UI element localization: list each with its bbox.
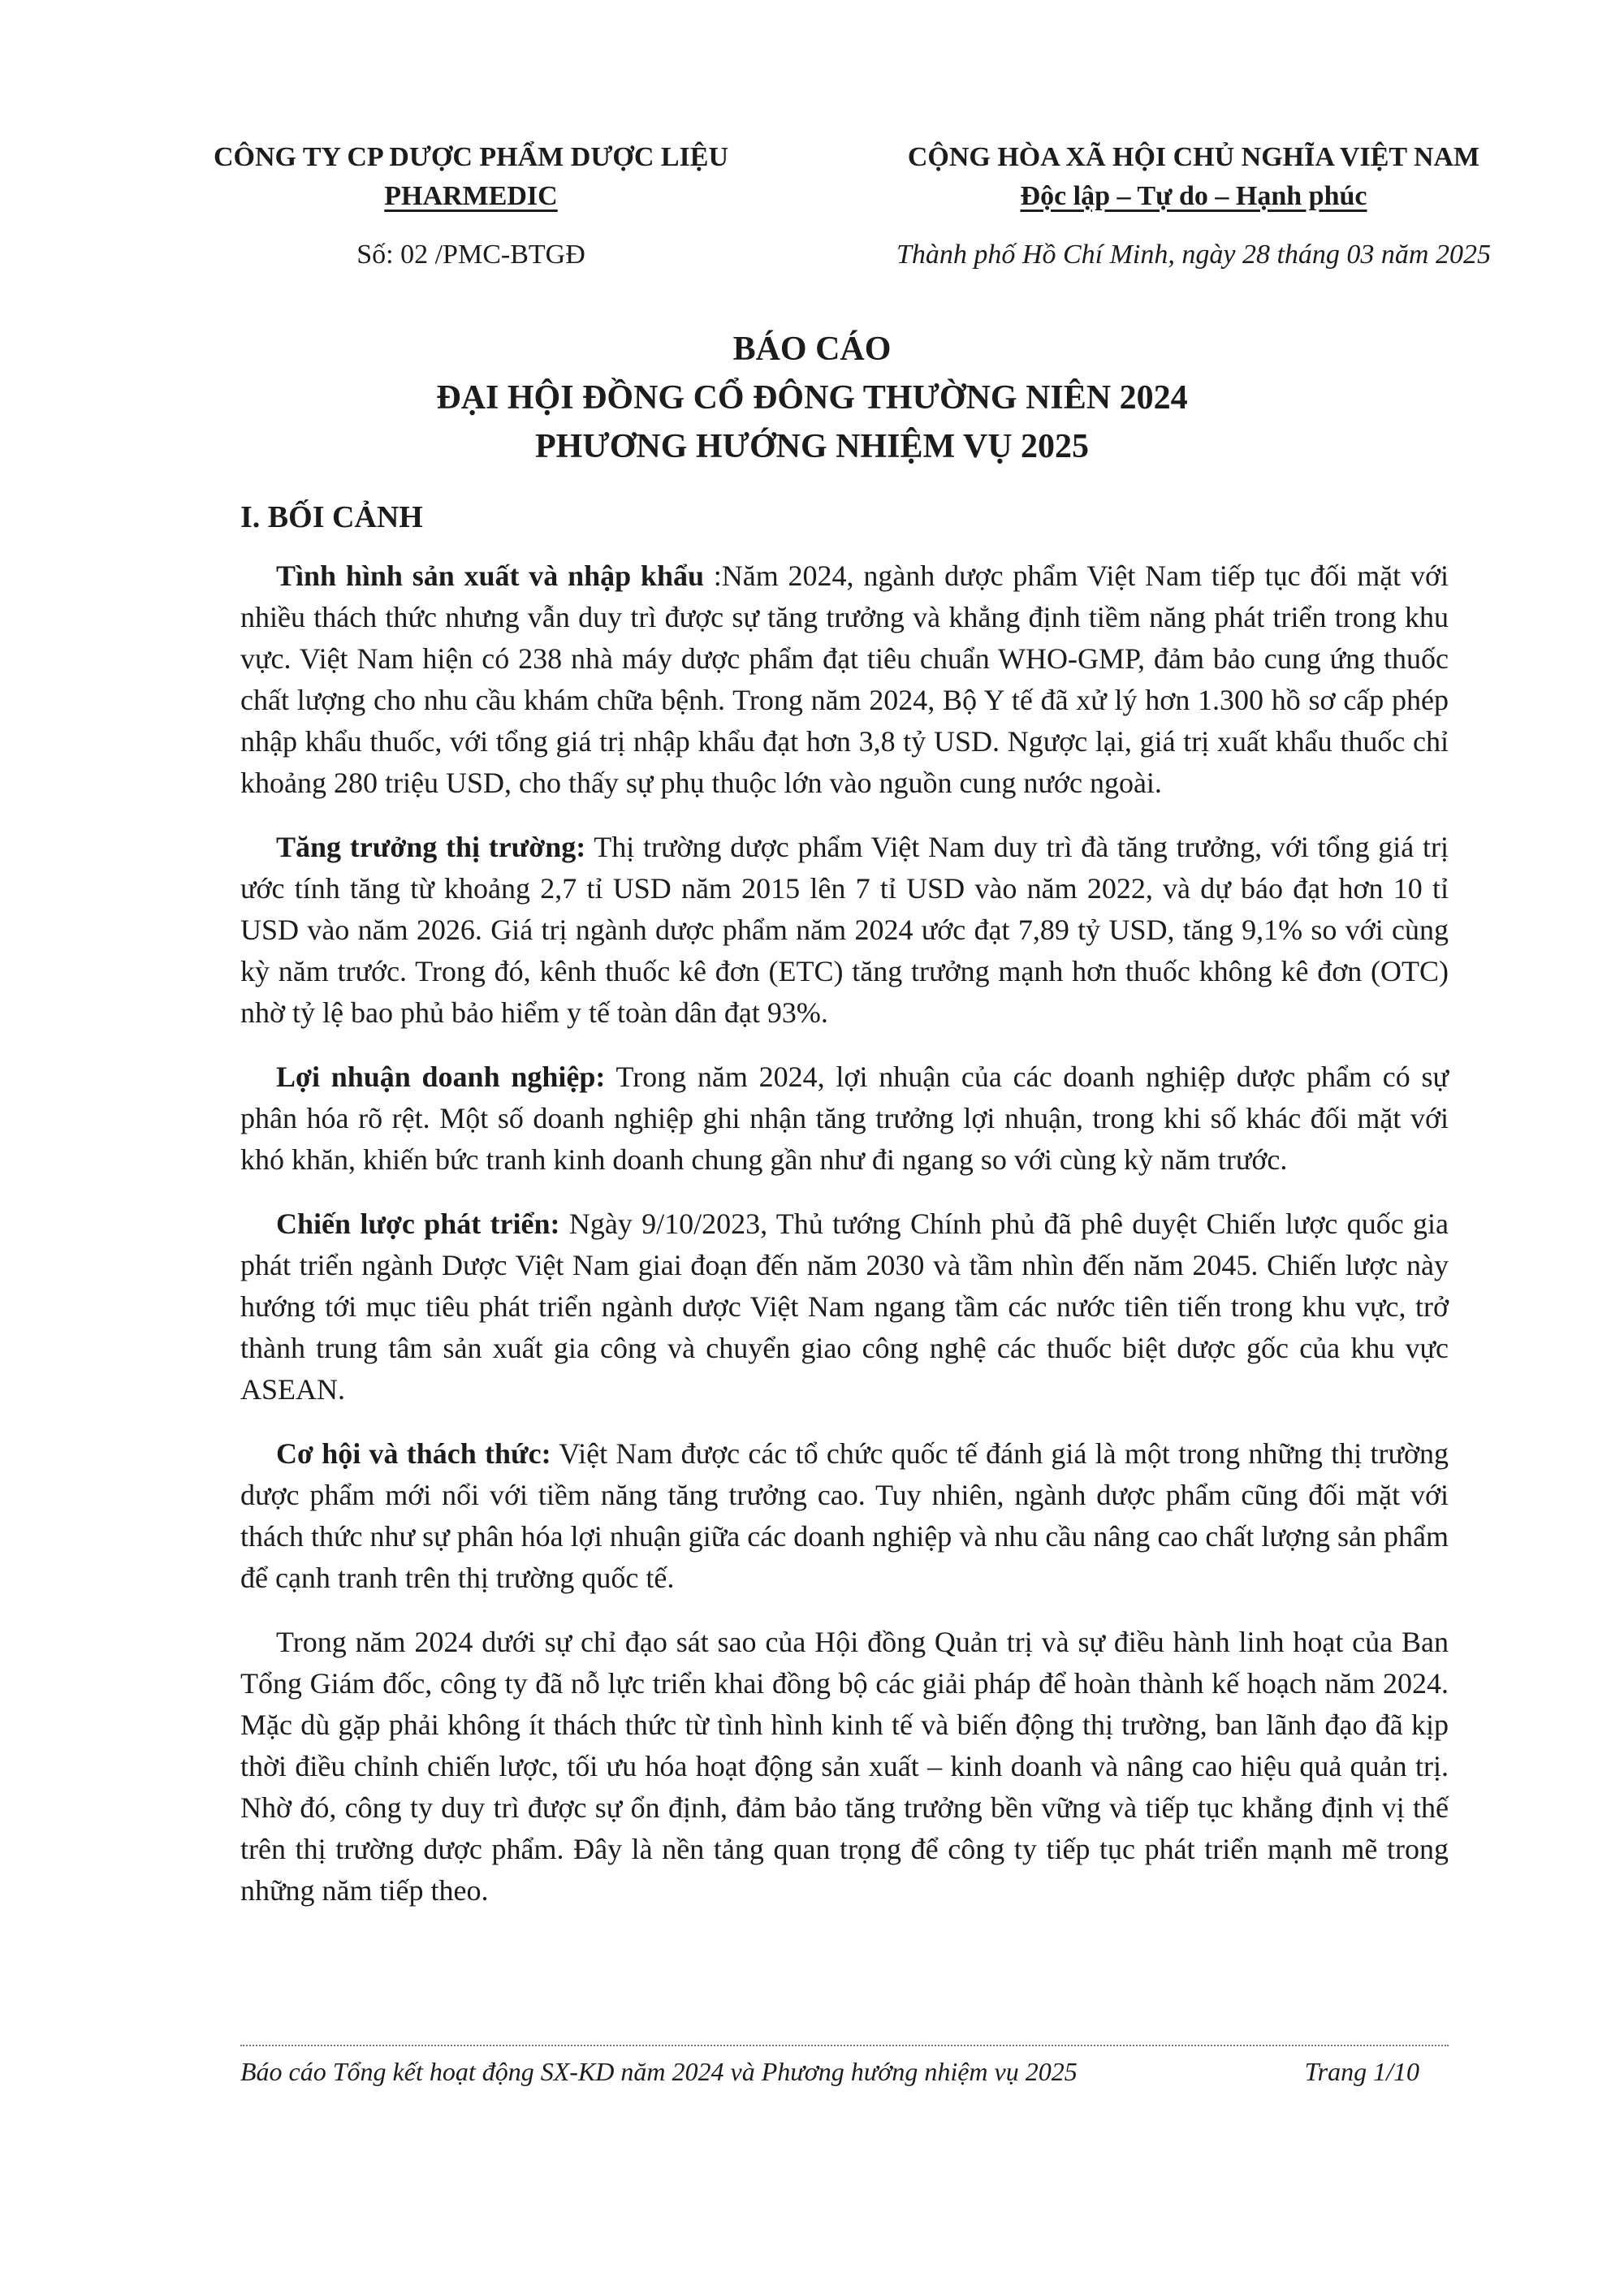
paragraph-lead: Tăng trưởng thị trường: (276, 831, 586, 863)
paragraph-text: Trong năm 2024 dưới sự chỉ đạo sát sao của Hội đồng Quản trị và sự điều hành linh hoạt của Ban Tổng Giám đốc, công ty đã nỗ lực triển khai đồng bộ các giải pháp để hoàn thành kế hoạch năm 2024. Mặc dù gặp phải không ít thách thức từ tình hình kinh tế và biến động thị trường, ban lãnh đạo đã kịp thời điều chỉnh chiến lược, tối ưu hóa hoạt động sản xuất – kinh doanh và nâng cao hiệu quả quản trị. Nhờ đó, công ty duy trì được sự ổn định, đảm bảo tăng trưởng bền vững và tiếp tục khẳng định vị thế trên thị trường dược phẩm. Đây là nền tảng quan trọng để công ty tiếp tục phát triển mạnh mẽ trong những năm tiếp theo. (240, 1626, 1449, 1907)
document-number: Số: 02 /PMC-BTGĐ (356, 240, 585, 270)
company-short-name: PHARMEDIC (384, 181, 558, 211)
paragraph-text: Ngày 9/10/2023, Thủ tướng Chính phủ đã phê duyệt Chiến lược quốc gia phát triển ngành Dược Việt Nam giai đoạn đến năm 2030 và tầm nhìn đến năm 2045. Chiến lược này hướng tới mục tiêu phát triển ngành dược Việt Nam ngang tầm các nước tiên tiến trong khu vực, trở thành trung tâm sản xuất gia công và chuyển giao công nghệ các thuốc biệt dược gốc của khu vực ASEAN. (240, 1207, 1449, 1406)
document-header (146, 138, 1491, 284)
page-number: Trang 1/10 (1304, 2057, 1419, 2086)
paragraph-opportunities-challenges (240, 1433, 1449, 1599)
paragraph-lead: Chiến lược phát triển: (276, 1207, 560, 1240)
paragraph-text: :Năm 2024, ngành dược phẩm Việt Nam tiếp tục đối mặt với nhiều thách thức nhưng vẫn duy trì được sự tăng trưởng và khẳng định tiềm năng phát triển trong khu vực. Việt Nam hiện có 238 nhà máy dược phẩm đạt tiêu chuẩn WHO-GMP, đảm bảo cung ứng thuốc chất lượng cho nhu cầu khám chữa bệnh. Trong năm 2024, Bộ Y tế đã xử lý hơn 1.300 hồ sơ cấp phép nhập khẩu thuốc, với tổng giá trị nhập khẩu đạt hơn 3,8 tỷ USD. Ngược lại, giá trị xuất khẩu thuốc chỉ khoảng 280 triệu USD, cho thấy sự phụ thuộc lớn vào nguồn cung nước ngoài. (240, 559, 1449, 799)
paragraph-lead: Cơ hội và thách thức: (276, 1437, 551, 1470)
paragraph-lead: Lợi nhuận doanh nghiệp: (276, 1061, 606, 1093)
title-line-3: PHƯƠNG HƯỚNG NHIỆM VỤ 2025 (534, 428, 1090, 465)
national-heading-block (788, 138, 1600, 274)
document-title (0, 325, 1624, 471)
nation-motto: Độc lập – Tự do – Hạnh phúc (1020, 181, 1367, 211)
company-name: CÔNG TY CP DƯỢC PHẨM DƯỢC LIỆU (213, 142, 729, 172)
paragraph-text: Trong năm 2024, lợi nhuận của các doanh nghiệp dược phẩm có sự phân hóa rõ rệt. Một số doanh nghiệp ghi nhận tăng trưởng lợi nhuận, trong khi số khác đối mặt với khó khăn, khiến bức tranh kinh doanh chung gần như đi ngang so với cùng kỳ năm trước. (240, 1061, 1449, 1176)
nation-name: CỘNG HÒA XÃ HỘI CHỦ NGHĨA VIỆT NAM (907, 142, 1480, 172)
paragraph-development-strategy (240, 1203, 1449, 1411)
footer-report-title: Báo cáo Tổng kết hoạt động SX-KD năm 2024 và Phương hướng nhiệm vụ 2025 (240, 2057, 1078, 2086)
date-place: Thành phố Hồ Chí Minh, ngày 28 tháng 03 năm 2025 (896, 240, 1491, 270)
paragraph-text: Thị trường dược phẩm Việt Nam duy trì đà tăng trưởng, với tổng giá trị ước tính tăng từ khoảng 2,7 tỉ USD năm 2015 lên 7 tỉ USD vào năm 2022, và dự báo đạt hơn 10 tỉ USD vào năm 2026. Giá trị ngành dược phẩm năm 2024 ước đạt 7,89 tỷ USD, tăng 9,1% so với cùng kỳ năm trước. Trong đó, kênh thuốc kê đơn (ETC) tăng trưởng mạnh hơn thuốc không kê đơn (OTC) nhờ tỷ lệ bao phủ bảo hiểm y tế toàn dân đạt 93%. (240, 831, 1449, 1029)
paragraph-production-import (240, 555, 1449, 804)
paragraph-company-summary (240, 1622, 1449, 1912)
document-body (240, 497, 1449, 1934)
paragraph-business-profit (240, 1056, 1449, 1181)
title-line-2: ĐẠI HỘI ĐỒNG CỔ ĐÔNG THƯỜNG NIÊN 2024 (436, 379, 1188, 417)
paragraph-market-growth (240, 827, 1449, 1034)
issuer-block (146, 138, 796, 274)
paragraph-lead: Tình hình sản xuất và nhập khẩu (276, 559, 704, 592)
section-heading: I. BỐI CẢNH (240, 500, 423, 534)
paragraph-text: Việt Nam được các tổ chức quốc tế đánh giá là một trong những thị trường dược phẩm mới nổi với tiềm năng tăng trưởng cao. Tuy nhiên, ngành dược phẩm cũng đối mặt với thách thức như sự phân hóa lợi nhuận giữa các doanh nghiệp và nhu cầu nâng cao chất lượng sản phẩm để cạnh tranh trên thị trường quốc tế. (240, 1437, 1449, 1594)
footer-divider (240, 2045, 1449, 2046)
title-line-1: BÁO CÁO (732, 330, 892, 368)
